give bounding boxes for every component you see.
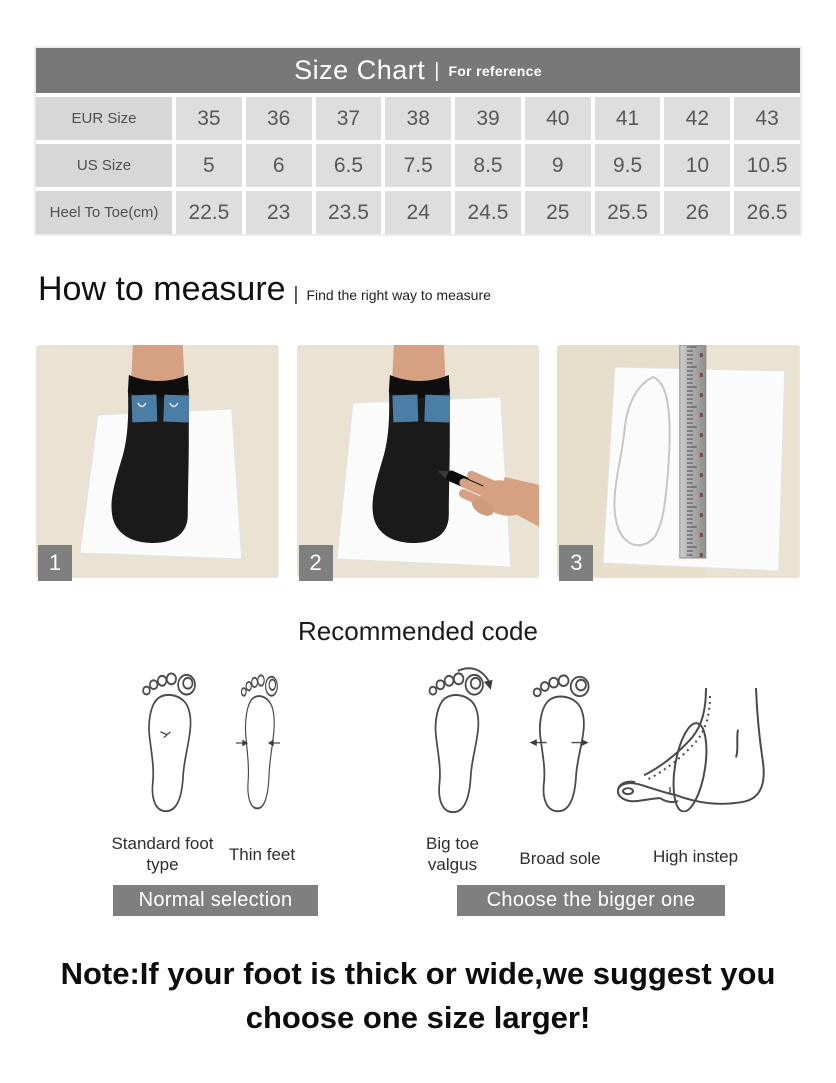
bottom-note [0,952,836,1040]
heading-separator: | [293,284,299,305]
size-row-label: Heel To Toe(cm) [36,191,172,234]
size-value-cell: 10 [664,144,730,187]
title-separator: | [434,60,440,82]
size-value-cell: 7.5 [385,144,451,187]
how-to-measure-title: How to measure [38,270,286,308]
size-value-cell: 23.5 [316,191,382,234]
size-value-cell: 37 [316,97,382,140]
note-line-2: choose one size larger! [245,1000,591,1035]
choose-bigger-bar: Choose the bigger one [457,885,725,916]
measure-steps-photos [36,345,800,578]
size-value-cell: 40 [525,97,591,140]
size-value-cell: 23 [246,191,312,234]
note-line-1: Note:If your foot is thick or wide,we suggest you [60,956,776,991]
size-value-cell: 26 [664,191,730,234]
step-number-badge: 1 [38,545,72,581]
size-chart-header [36,48,800,93]
size-value-cell: 22.5 [176,191,242,234]
broad-sole-diagram [518,672,602,817]
step-number-badge: 2 [299,545,333,581]
standard-foot-diagram [130,670,206,817]
thin-feet-diagram [226,672,290,814]
sock-logo-patch [131,395,157,423]
size-value-cell: 38 [385,97,451,140]
size-value-cell: 24 [385,191,451,234]
size-value-cell: 26.5 [734,191,800,234]
size-value-cell: 43 [734,97,800,140]
size-value-cell: 39 [455,97,521,140]
foot-type-label: Thin feet [228,845,296,864]
foot-type-label: Big toe valgus [426,834,479,874]
size-value-cell: 9 [525,144,591,187]
size-value-cell: 25.5 [595,191,661,234]
step-photo-stand-on-paper [36,345,279,578]
normal-selection-bar: Normal selection [113,885,318,916]
instep-measure-ellipse [668,721,712,812]
step-photo-measure-outline [557,345,800,578]
size-chart-title: Size Chart [294,55,426,85]
how-to-measure-heading [38,270,491,309]
measure-outline-illustration [557,345,800,578]
size-table [36,97,800,234]
recommended-code-title: Recommended code [298,616,538,646]
size-value-cell: 42 [664,97,730,140]
size-value-cell: 36 [246,97,312,140]
how-to-measure-subtitle: Find the right way to measure [306,287,491,303]
sock-logo-patch [392,395,418,423]
size-value-cell: 41 [595,97,661,140]
foot-type-label: High instep [652,847,739,866]
size-value-cell: 35 [176,97,242,140]
stand-on-paper-illustration [36,345,279,578]
size-row-label: EUR Size [36,97,172,140]
size-value-cell: 6 [246,144,312,187]
size-chart-section [36,48,800,234]
size-value-cell: 8.5 [455,144,521,187]
size-value-cell: 6.5 [316,144,382,187]
size-value-cell: 9.5 [595,144,661,187]
size-value-cell: 24.5 [455,191,521,234]
size-value-cell: 25 [525,191,591,234]
size-row-label: US Size [36,144,172,187]
size-value-cell: 10.5 [734,144,800,187]
size-value-cell: 5 [176,144,242,187]
size-chart-subtitle: For reference [448,62,542,79]
foot-type-label: Standard foot type [111,834,214,874]
sock-logo-patch [424,395,450,423]
sock-logo-patch [163,395,189,423]
step-photo-trace-foot [297,345,540,578]
ruler [680,345,706,558]
trace-foot-illustration [297,345,540,578]
big-toe-valgus-diagram [416,666,496,818]
foot-type-label: Broad sole [519,849,601,868]
step-number-badge: 3 [559,545,593,581]
high-instep-diagram [614,688,786,812]
